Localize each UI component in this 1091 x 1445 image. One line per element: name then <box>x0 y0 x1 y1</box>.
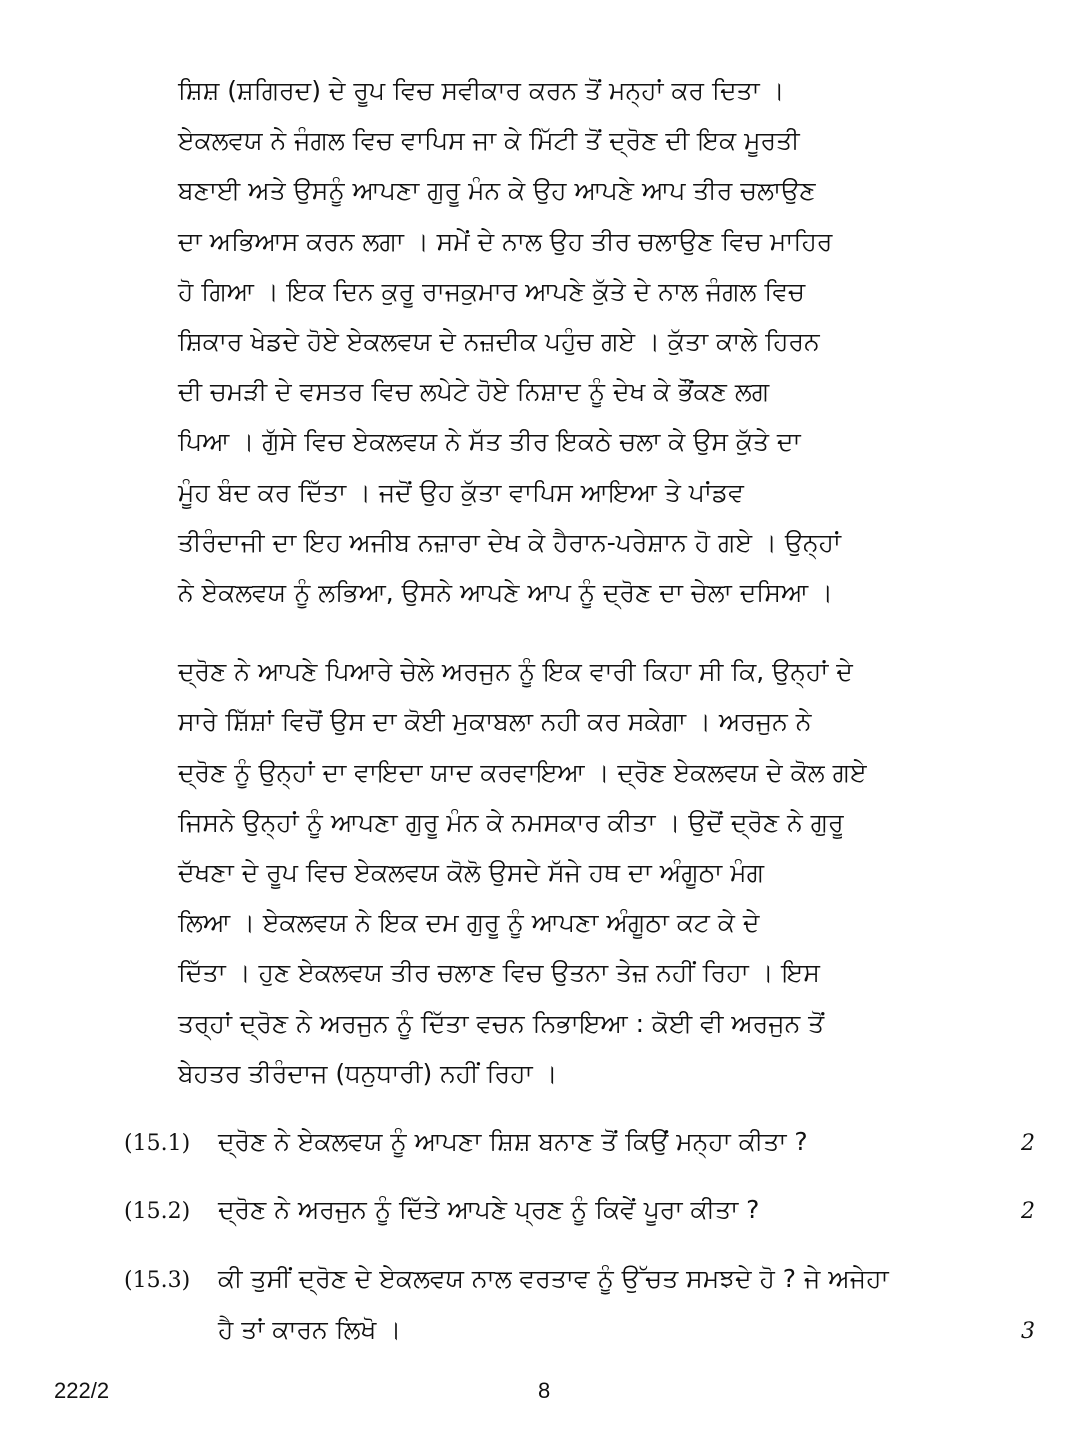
question-marks: 3 <box>1021 1319 1035 1344</box>
page-number: 8 <box>538 1378 551 1403</box>
question-number: (15.2) <box>124 1199 191 1224</box>
paragraph-line: ਜਿਸਨੇ ਉਨ੍ਹਾਂ ਨੂੰ ਆਪਣਾ ਗੁਰੂ ਮੰਨ ਕੇ ਨਮਸਕਾਰ ਕੀਤਾ । ਉਦੋਂ ਦ੍ਰੋਣ ਨੇ ਗੁਰੂ <box>178 808 844 837</box>
paragraph-line: ਦ੍ਰੋਣ ਨੇ ਆਪਣੇ ਪਿਆਰੇ ਚੇਲੇ ਅਰਜੁਨ ਨੂੰ ਇਕ ਵਾਰੀ ਕਿਹਾ ਸੀ ਕਿ, ਉਨ੍ਹਾਂ ਦੇ <box>178 657 853 686</box>
paragraph-line: ਦਾ ਅਭਿਆਸ ਕਰਨ ਲਗਾ । ਸਮੇਂ ਦੇ ਨਾਲ ਉਹ ਤੀਰ ਚਲਾਉਣ ਵਿਚ ਮਾਹਿਰ <box>178 227 833 256</box>
paragraph-line: ਬੇਹਤਰ ਤੀਰੰਦਾਜ (ਧਨੁਧਾਰੀ) ਨਹੀਂ ਰਿਹਾ । <box>178 1059 558 1088</box>
paragraph-line: ਬਣਾਈ ਅਤੇ ਉਸਨੂੰ ਆਪਣਾ ਗੁਰੂ ਮੰਨ ਕੇ ਉਹ ਆਪਣੇ ਆਪ ਤੀਰ ਚਲਾਉਣ <box>178 176 816 205</box>
paragraph-line: ਦ੍ਰੋਣ ਨੂੰ ਉਨ੍ਹਾਂ ਦਾ ਵਾਇਦਾ ਯਾਦ ਕਰਵਾਇਆ । ਦ੍ਰੋਣ ਏਕਲਵਯ ਦੇ ਕੋਲ ਗਏ <box>178 758 867 787</box>
question-text: ਹੈ ਤਾਂ ਕਾਰਨ ਲਿਖੋ । <box>218 1315 402 1344</box>
paragraph-line: ਸ਼ਿਕਾਰ ਖੇਡਦੇ ਹੋਏ ਏਕਲਵਯ ਦੇ ਨਜ਼ਦੀਕ ਪਹੁੰਚ ਗਏ । ਕੁੱਤਾ ਕਾਲੇ ਹਿਰਨ <box>178 327 820 356</box>
paper-code: 222/2 <box>54 1378 110 1403</box>
question-number: (15.3) <box>124 1268 191 1293</box>
paragraph-line: ਦੀ ਚਮੜੀ ਦੇ ਵਸਤਰ ਵਿਚ ਲਪੇਟੇ ਹੋਏ ਨਿਸ਼ਾਦ ਨੂੰ ਦੇਖ ਕੇ ਭੌਂਕਣ ਲਗ <box>178 377 770 406</box>
paragraph-line: ਸਾਰੇ ਸ਼ਿੱਸ਼ਾਂ ਵਿਚੋਂ ਉਸ ਦਾ ਕੋਈ ਮੁਕਾਬਲਾ ਨਹੀ ਕਰ ਸਕੇਗਾ । ਅਰਜੁਨ ਨੇ <box>178 707 812 736</box>
paragraph-line: ਲਿਆ । ਏਕਲਵਯ ਨੇ ਇਕ ਦਮ ਗੁਰੂ ਨੂੰ ਆਪਣਾ ਅੰਗੂਠਾ ਕਟ ਕੇ ਦੇ <box>178 908 760 937</box>
paragraph-line: ਦੱਖਣਾ ਦੇ ਰੂਪ ਵਿਚ ਏਕਲਵਯ ਕੋਲੋ ਉਸਦੇ ਸੱਜੇ ਹਥ ਦਾ ਅੰਗੂਠਾ ਮੰਗ <box>178 858 764 887</box>
paragraph-line: ਸ਼ਿਸ਼ (ਸ਼ਗਿਰਦ) ਦੇ ਰੂਪ ਵਿਚ ਸਵੀਕਾਰ ਕਰਨ ਤੋਂ ਮਨ੍ਹਾਂ ਕਰ ਦਿਤਾ । <box>178 76 785 105</box>
paragraph-line: ਹੋ ਗਿਆ । ਇਕ ਦਿਨ ਕੁਰੂ ਰਾਜਕੁਮਾਰ ਆਪਣੇ ਕੁੱਤੇ ਦੇ ਨਾਲ ਜੰਗਲ ਵਿਚ <box>178 277 805 306</box>
question-number: (15.1) <box>124 1131 191 1156</box>
question-text: ਕੀ ਤੁਸੀਂ ਦ੍ਰੋਣ ਦੇ ਏਕਲਵਯ ਨਾਲ ਵਰਤਾਵ ਨੂੰ ਉੱਚਤ ਸਮਝਦੇ ਹੋ ? ਜੇ ਅਜੇਹਾ <box>218 1264 889 1293</box>
question-text: ਦ੍ਰੋਣ ਨੇ ਅਰਜੁਨ ਨੂੰ ਦਿੱਤੇ ਆਪਣੇ ਪ੍ਰਣ ਨੂੰ ਕਿਵੇਂ ਪੂਰਾ ਕੀਤਾ ? <box>218 1195 760 1224</box>
paragraph-line: ਪਿਆ । ਗੁੱਸੇ ਵਿਚ ਏਕਲਵਯ ਨੇ ਸੱਤ ਤੀਰ ਇਕਠੇ ਚਲਾ ਕੇ ਉਸ ਕੁੱਤੇ ਦਾ <box>178 427 801 456</box>
paragraph-line: ਤਰ੍ਹਾਂ ਦ੍ਰੋਣ ਨੇ ਅਰਜੁਨ ਨੂੰ ਦਿੱਤਾ ਵਚਨ ਨਿਭਾਇਆ : ਕੋਈ ਵੀ ਅਰਜੁਨ ਤੋਂ <box>178 1009 825 1038</box>
question-marks: 2 <box>1021 1199 1035 1224</box>
question-marks: 2 <box>1021 1131 1035 1156</box>
paragraph-line: ਤੀਰੰਦਾਜੀ ਦਾ ਇਹ ਅਜੀਬ ਨਜ਼ਾਰਾ ਦੇਖ ਕੇ ਹੈਰਾਨ-ਪਰੇਸ਼ਾਨ ਹੋ ਗਏ । ਉਨ੍ਹਾਂ <box>178 528 841 557</box>
paragraph-line: ਏਕਲਵਯ ਨੇ ਜੰਗਲ ਵਿਚ ਵਾਪਿਸ ਜਾ ਕੇ ਮਿੱਟੀ ਤੋਂ ਦ੍ਰੋਣ ਦੀ ਇਕ ਮੂਰਤੀ <box>178 126 800 155</box>
question-text: ਦ੍ਰੋਣ ਨੇ ਏਕਲਵਯ ਨੂੰ ਆਪਣਾ ਸ਼ਿਸ਼ ਬਨਾਣ ਤੋਂ ਕਿਉਂ ਮਨ੍ਹਾ ਕੀਤਾ ? <box>218 1127 808 1156</box>
paragraph-line: ਮੂੰਹ ਬੰਦ ਕਰ ਦਿੱਤਾ । ਜਦੋਂ ਉਹ ਕੁੱਤਾ ਵਾਪਿਸ ਆਇਆ ਤੇ ਪਾਂਡਵ <box>178 478 744 507</box>
paragraph-line: ਦਿੱਤਾ । ਹੁਣ ਏਕਲਵਯ ਤੀਰ ਚਲਾਣ ਵਿਚ ਉਤਨਾ ਤੇਜ਼ ਨਹੀਂ ਰਿਹਾ । ਇਸ <box>178 958 820 987</box>
paragraph-line: ਨੇ ਏਕਲਵਯ ਨੂੰ ਲਭਿਆ, ਉਸਨੇ ਆਪਣੇ ਆਪ ਨੂੰ ਦ੍ਰੋਣ ਦਾ ਚੇਲਾ ਦਸਿਆ । <box>178 578 833 607</box>
